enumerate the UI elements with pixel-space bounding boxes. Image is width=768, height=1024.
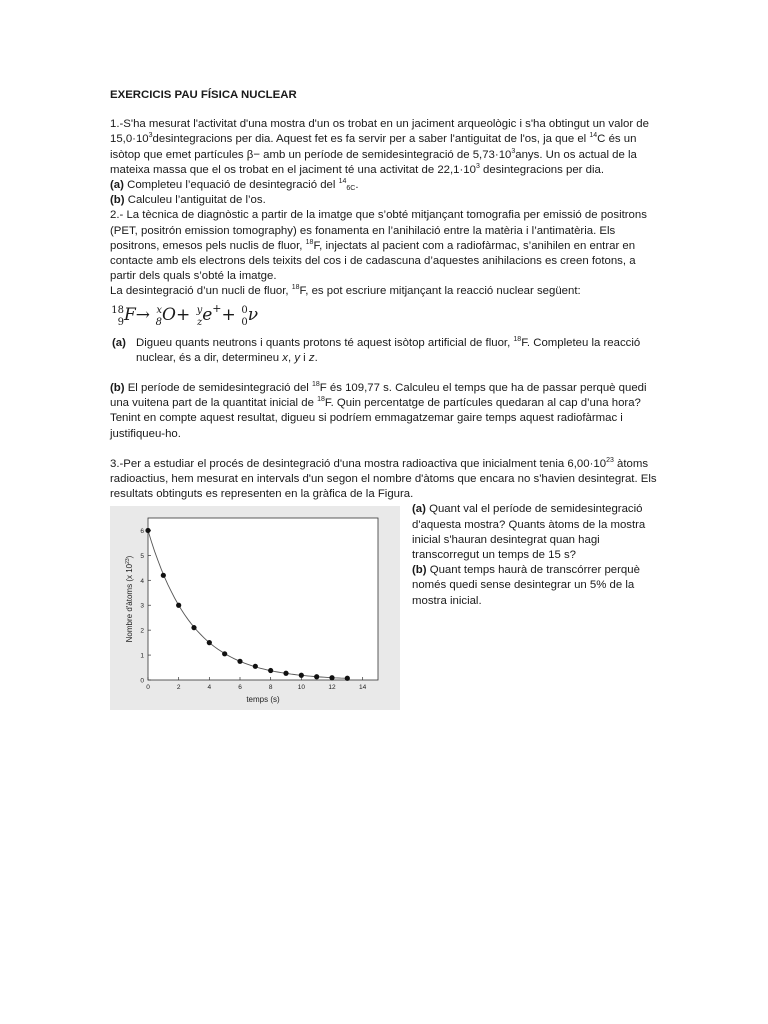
q2-reaction-intro: La desintegració d’un nucli de fluor, $^{18}$F, es pot escriure mitjançant la reacció nuclear següent: (110, 284, 581, 298)
x-tick-label: 8 (268, 684, 273, 692)
q2-intro: 2.- La tècnica de diagnòstic a partir de la imatge que s’obté mitjançant tomografia per emissió de positrons (PET, positrón emission tomography) es fonamenta en l’anihilació entre la matèria i l’antimatèria. Els positrons, emesos pels nuclis de fluor, $^{18}$F, injectats al pacient com a radiofàrmac, s’anihilen en entrar en contacte amb els electrons dels teixits del cos i de cadascuna d’aquestes anihilacions es creen fotons, a partir dels quals s’obté la imatge. (110, 209, 647, 283)
q2-part-b: (b) El període de semidesintegració del $^{18}$F és 109,77 s. Calculeu el temps que ha de passar perquè quedi una vuitena part de la quantitat inicial de $^{18}$F. Quin percentatge de partícules quedaran al cap d’una hora? Tenint en compte aquest resultat, digueu si podríem emmagatzemar gaire temps aquest radiofàrmac i justifiqueu-ho. (110, 381, 647, 440)
x-tick-label: 2 (176, 684, 181, 692)
data-point (237, 659, 242, 664)
positron-numbers: y z (196, 304, 203, 329)
y-tick-label: 3 (140, 603, 144, 611)
q3-part-b: (b) Quant temps haurà de transcórrer perquè només quedi sense desintegrar un 5% de la mostra inicial. (412, 564, 640, 607)
y-tick-label: 5 (140, 553, 144, 561)
y-tick-label: 2 (140, 628, 144, 636)
y-tick-label: 1 (140, 653, 144, 661)
y-tick-label: 0 (140, 677, 144, 685)
y-axis-label: Nombre d'àtoms (x $10^{23}$) (125, 556, 134, 643)
data-point (299, 673, 304, 678)
x-tick-label: 10 (297, 684, 305, 692)
data-point (207, 640, 212, 645)
page-title: EXERCICIS PAU FÍSICA NUCLEAR (110, 89, 297, 101)
document-page (110, 88, 660, 712)
neutrino-numbers: 0 0 (241, 304, 248, 329)
x-tick-label: 12 (328, 684, 336, 692)
data-point (145, 528, 150, 533)
q2-part-a: (a) Digueu quants neutrons i quants protons té aquest isòtop artificial de fluor, $^{18}$F. Completeu la reacció nuclear, és a dir, determineu x, y i z. (112, 335, 641, 364)
data-point (222, 652, 227, 657)
q1-intro: 1.-S'ha mesurat l'activitat d'una mostra d'un os trobat en un jaciment arqueològic i s'ha obtingut un valor de $15,0\cdot 10^3desintegracions$ per dia. Aquest fet es fa servir per a saber l'antiguitat de l'os, ja que el $^{14}$C és un isòtop que emet partícules β− amb un període de semidesintegració de $5,73\cdot 10^3anys$. Un os actual de la mateixa massa que el os trobat en el jaciment té una activitat de $22,1\cdot 10^3$ desintegracions per dia. (110, 118, 649, 176)
data-point (345, 676, 350, 681)
x-tick-label: 4 (207, 684, 212, 692)
q3-questions (412, 502, 658, 608)
x-axis-label: temps (s) (246, 695, 280, 705)
data-point (329, 676, 334, 681)
y-tick-label: 6 (140, 528, 144, 536)
x-tick-label: 14 (359, 684, 367, 692)
decay-chart (110, 506, 400, 710)
x-tick-label: 6 (238, 684, 242, 692)
data-point (161, 573, 166, 578)
nuclear-reaction-equation: 18 9 F→ x 8 O+ y z e++ 0 0 ν (111, 301, 259, 329)
data-point (314, 675, 319, 680)
fluorine-nuclide-numbers: 18 9 (111, 304, 124, 329)
data-point (283, 671, 288, 676)
data-point (253, 664, 258, 669)
q1-part-b: (b) Calculeu l’antiguitat de l’os. (110, 194, 266, 207)
y-tick-label: 4 (140, 578, 144, 586)
figure-row (110, 502, 660, 712)
data-point (176, 603, 181, 608)
data-point (268, 668, 273, 673)
q3-part-a: (a) Quant val el període de semidesintegració d'aquesta mostra? Quants àtoms de la mostra inicial s'hauran desintegrat quan hagi transcorregut un temps de 15 s? (412, 503, 646, 562)
data-point (191, 626, 196, 631)
q1-part-a: (a) Completeu l’equació de desintegració del $^{14}_{6C}$. (110, 178, 359, 193)
decay-figure (110, 506, 400, 710)
q3-intro: 3.-Per a estudiar el procés de desintegració d'una mostra radioactiva que inicialment tenia $6,00\cdot 10^{23}$ àtoms radioactius, hem mesurat en intervals d'un segon el nombre d'àtoms que encara no s'havien desintegrat. Els resultats obtinguts es representen en la gràfica de la Figura. (110, 456, 657, 501)
x-tick-label: 0 (146, 684, 150, 692)
oxygen-nuclide-numbers: x 8 (155, 304, 163, 329)
